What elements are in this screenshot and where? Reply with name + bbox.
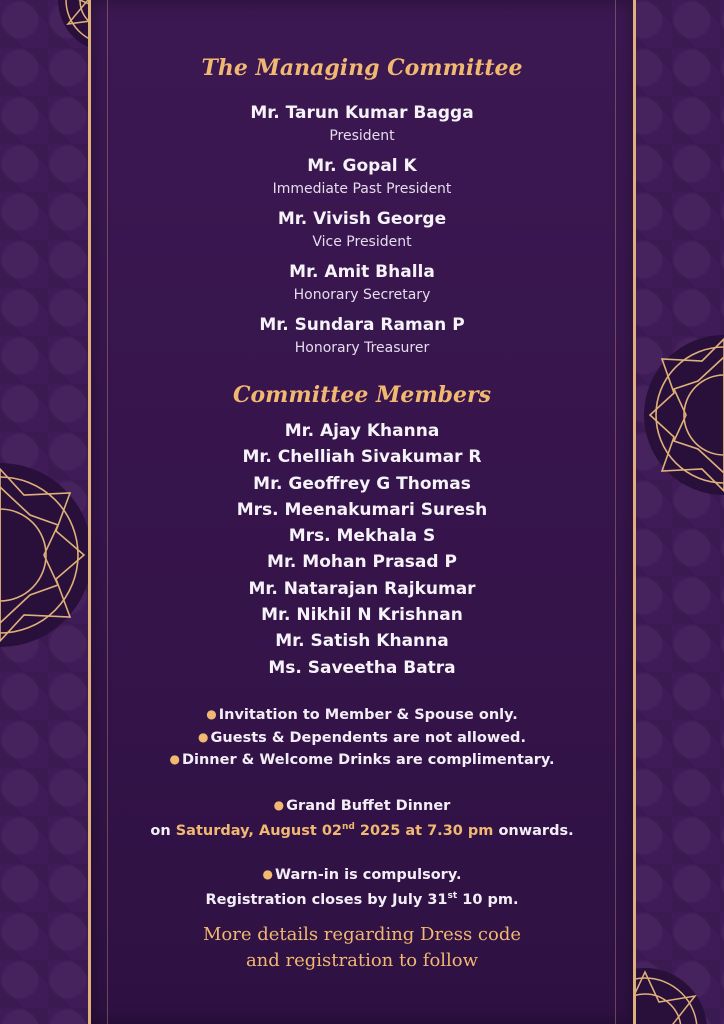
member-name: Mrs. Meenakumari Suresh: [236, 499, 488, 520]
bullet-dot-icon: ●: [198, 729, 209, 744]
dinner-line: [91, 795, 633, 817]
member-name: Mrs. Mekhala S: [288, 526, 436, 547]
member-name: Mr. Ajay Khanna: [284, 421, 440, 441]
dinner-suffix: onwards.: [493, 822, 574, 839]
registration-deadline-sup: st: [447, 891, 458, 901]
dinner-date: [176, 823, 494, 839]
dinner-prefix: on: [150, 822, 176, 839]
dinner-details: [91, 795, 633, 839]
bullet-dot-icon: ●: [169, 752, 180, 766]
officer-role: Immediate Past President: [272, 181, 452, 197]
officer-role: Honorary Treasurer: [294, 340, 430, 356]
officer-name: Mr. Sundara Raman P: [259, 315, 465, 335]
dinner-title: Grand Buffet Dinner: [286, 798, 451, 814]
officer-name: Mr. Vivish George: [277, 209, 447, 229]
managing-committee-heading: The Managing Committee: [201, 55, 523, 81]
officer-name: Mr. Gopal K: [307, 156, 417, 176]
bullet-dot-icon: ●: [206, 707, 217, 721]
officer-entry: [91, 262, 633, 315]
registration-deadline-time: 10 pm.: [457, 891, 519, 908]
bullet-dot-icon: ●: [262, 867, 273, 881]
member-name: Mr. Mohan Prasad P: [267, 552, 457, 573]
gold-border-right: [633, 0, 636, 1024]
member-name: Mr. Geoffrey G Thomas: [253, 473, 471, 494]
officer-role: President: [329, 128, 395, 144]
note-item: [91, 704, 633, 727]
dinner-date-line: [91, 817, 633, 839]
committee-members-heading: Committee Members: [232, 382, 492, 408]
registration-deadline: [91, 886, 633, 908]
note-text: Dinner & Welcome Drinks are complimentary.: [181, 752, 555, 768]
bullet-dot-icon: ●: [273, 798, 285, 812]
more-details: [91, 922, 633, 974]
dinner-time: 2025 at 7.30 pm: [354, 822, 494, 839]
mandala-right-icon: [633, 330, 724, 500]
officer-role: Vice President: [312, 234, 412, 250]
registration-details: [91, 864, 633, 908]
member-name: Mr. Chelliah Sivakumar R: [242, 447, 482, 468]
officer-name: Mr. Tarun Kumar Bagga: [250, 103, 474, 123]
officer-list: [91, 103, 633, 368]
member-name: Ms. Saveetha Batra: [268, 657, 456, 678]
registration-line: [91, 864, 633, 886]
note-item: [91, 749, 633, 772]
officer-name: Mr. Amit Bhalla: [289, 262, 435, 282]
mandala-left-icon: [0, 450, 95, 660]
registration-deadline-main: Registration closes by July 31: [205, 891, 448, 908]
member-name: Mr. Natarajan Rajkumar: [248, 578, 476, 599]
note-text: Invitation to Member & Spouse only.: [218, 707, 518, 723]
member-name: Mr. Satish Khanna: [275, 631, 449, 652]
registration-note: Warn-in is compulsory.: [275, 867, 462, 883]
note-text: Guests & Dependents are not allowed.: [210, 729, 526, 746]
officer-entry: [91, 315, 633, 368]
officer-entry: [91, 103, 633, 156]
note-item: [91, 727, 633, 750]
member-name: Mr. Nikhil N Krishnan: [261, 605, 463, 626]
dinner-date-main: Saturday, August 02: [175, 822, 343, 839]
more-details-line1: More details regarding Dress code: [202, 924, 522, 945]
dinner-date-sup: nd: [342, 822, 355, 832]
officer-entry: [91, 156, 633, 209]
officer-entry: [91, 209, 633, 262]
officer-role: Honorary Secretary: [293, 287, 431, 303]
member-list: [91, 421, 633, 684]
more-details-line2: and registration to follow: [245, 950, 479, 971]
invitation-notes: [91, 704, 633, 772]
